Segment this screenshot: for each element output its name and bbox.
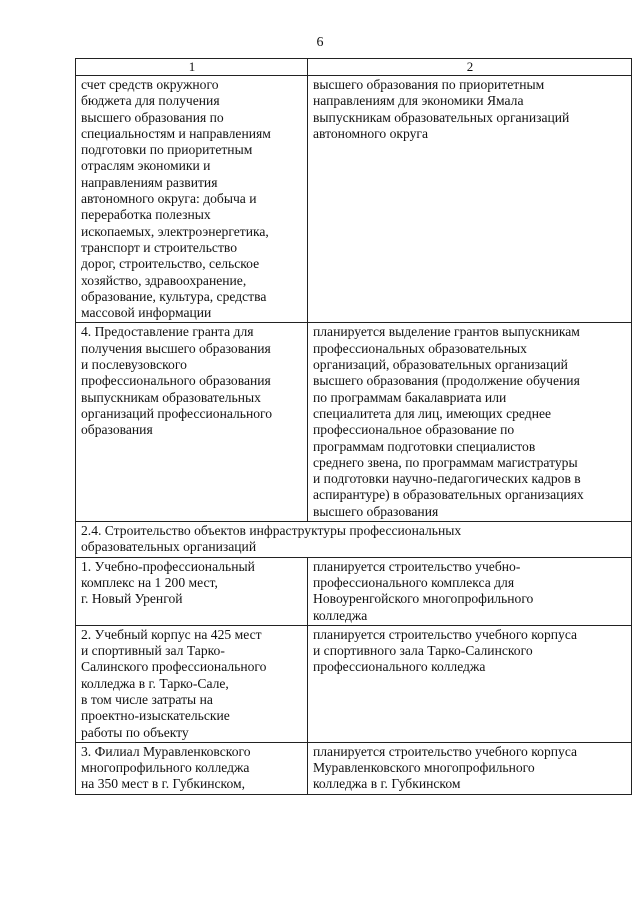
section-heading: 2.4. Строительство объектов инфраструктуры профессиональных образовательных организаций [76, 522, 632, 558]
header-col-1: 1 [76, 59, 308, 76]
page-number: 6 [316, 35, 324, 50]
table-row [76, 625, 632, 742]
table-row [76, 557, 632, 625]
table-row [76, 323, 632, 522]
table-row [76, 742, 632, 794]
table-row [76, 76, 632, 323]
row-novy-urengoy-measure: 1. Учебно-профессиональный комплекс на 1 200 мест, г. Новый Уренгой [76, 557, 308, 625]
row-tarko-sale-measure: 2. Учебный корпус на 425 мест и спортивный зал Тарко- Салинского профессионального колледжа в г. Тарко-Сале, в том числе затраты на проектно-изыскательские работы по объекту [76, 625, 308, 742]
row-gubkinsky-description: планируется строительство учебного корпуса Муравленковского многопрофильного колледжа в г. Губкинском [308, 742, 632, 794]
row-novy-urengoy-description: планируется строительство учебно- профессионального комплекса для Новоуренгойского многопрофильного колледжа [308, 557, 632, 625]
program-table [75, 58, 632, 795]
section-row [76, 522, 632, 558]
row-funding-measure: счет средств окружного бюджета для получения высшего образования по специальностям и направлениям подготовки по приоритетным отраслям экономики и направлениям развития автономного округа: добыча и переработка полезных ископаемых, электроэнергетика, транспорт и строительство дорог, строительство, сельское хозяйство, здравоохранение, образование, культура, средства массовой информации [76, 76, 308, 323]
row-funding-description: высшего образования по приоритетным направлениям для экономики Ямала выпускникам образовательных организаций автономного округа [308, 76, 632, 323]
table-header-row [76, 59, 632, 76]
row-gubkinsky-measure: 3. Филиал Муравленковского многопрофильного колледжа на 350 мест в г. Губкинском, [76, 742, 308, 794]
header-col-2: 2 [308, 59, 632, 76]
row-tarko-sale-description: планируется строительство учебного корпуса и спортивного зала Тарко-Салинского профессионального колледжа [308, 625, 632, 742]
row-grant-description: планируется выделение грантов выпускникам профессиональных образовательных организаций, образовательных организаций высшего образования (продолжение обучения по программам бакалавриата или специалитета для лиц, имеющих среднее профессиональное образование по программам подготовки специалистов среднего звена, по программам магистратуры и подготовки научно-педагогических кадров в аспирантуре) в образовательных организациях высшего образования [308, 323, 632, 522]
row-grant-measure: 4. Предоставление гранта для получения высшего образования и послевузовского профессионального образования выпускникам образовательных организаций профессионального образования [76, 323, 308, 522]
